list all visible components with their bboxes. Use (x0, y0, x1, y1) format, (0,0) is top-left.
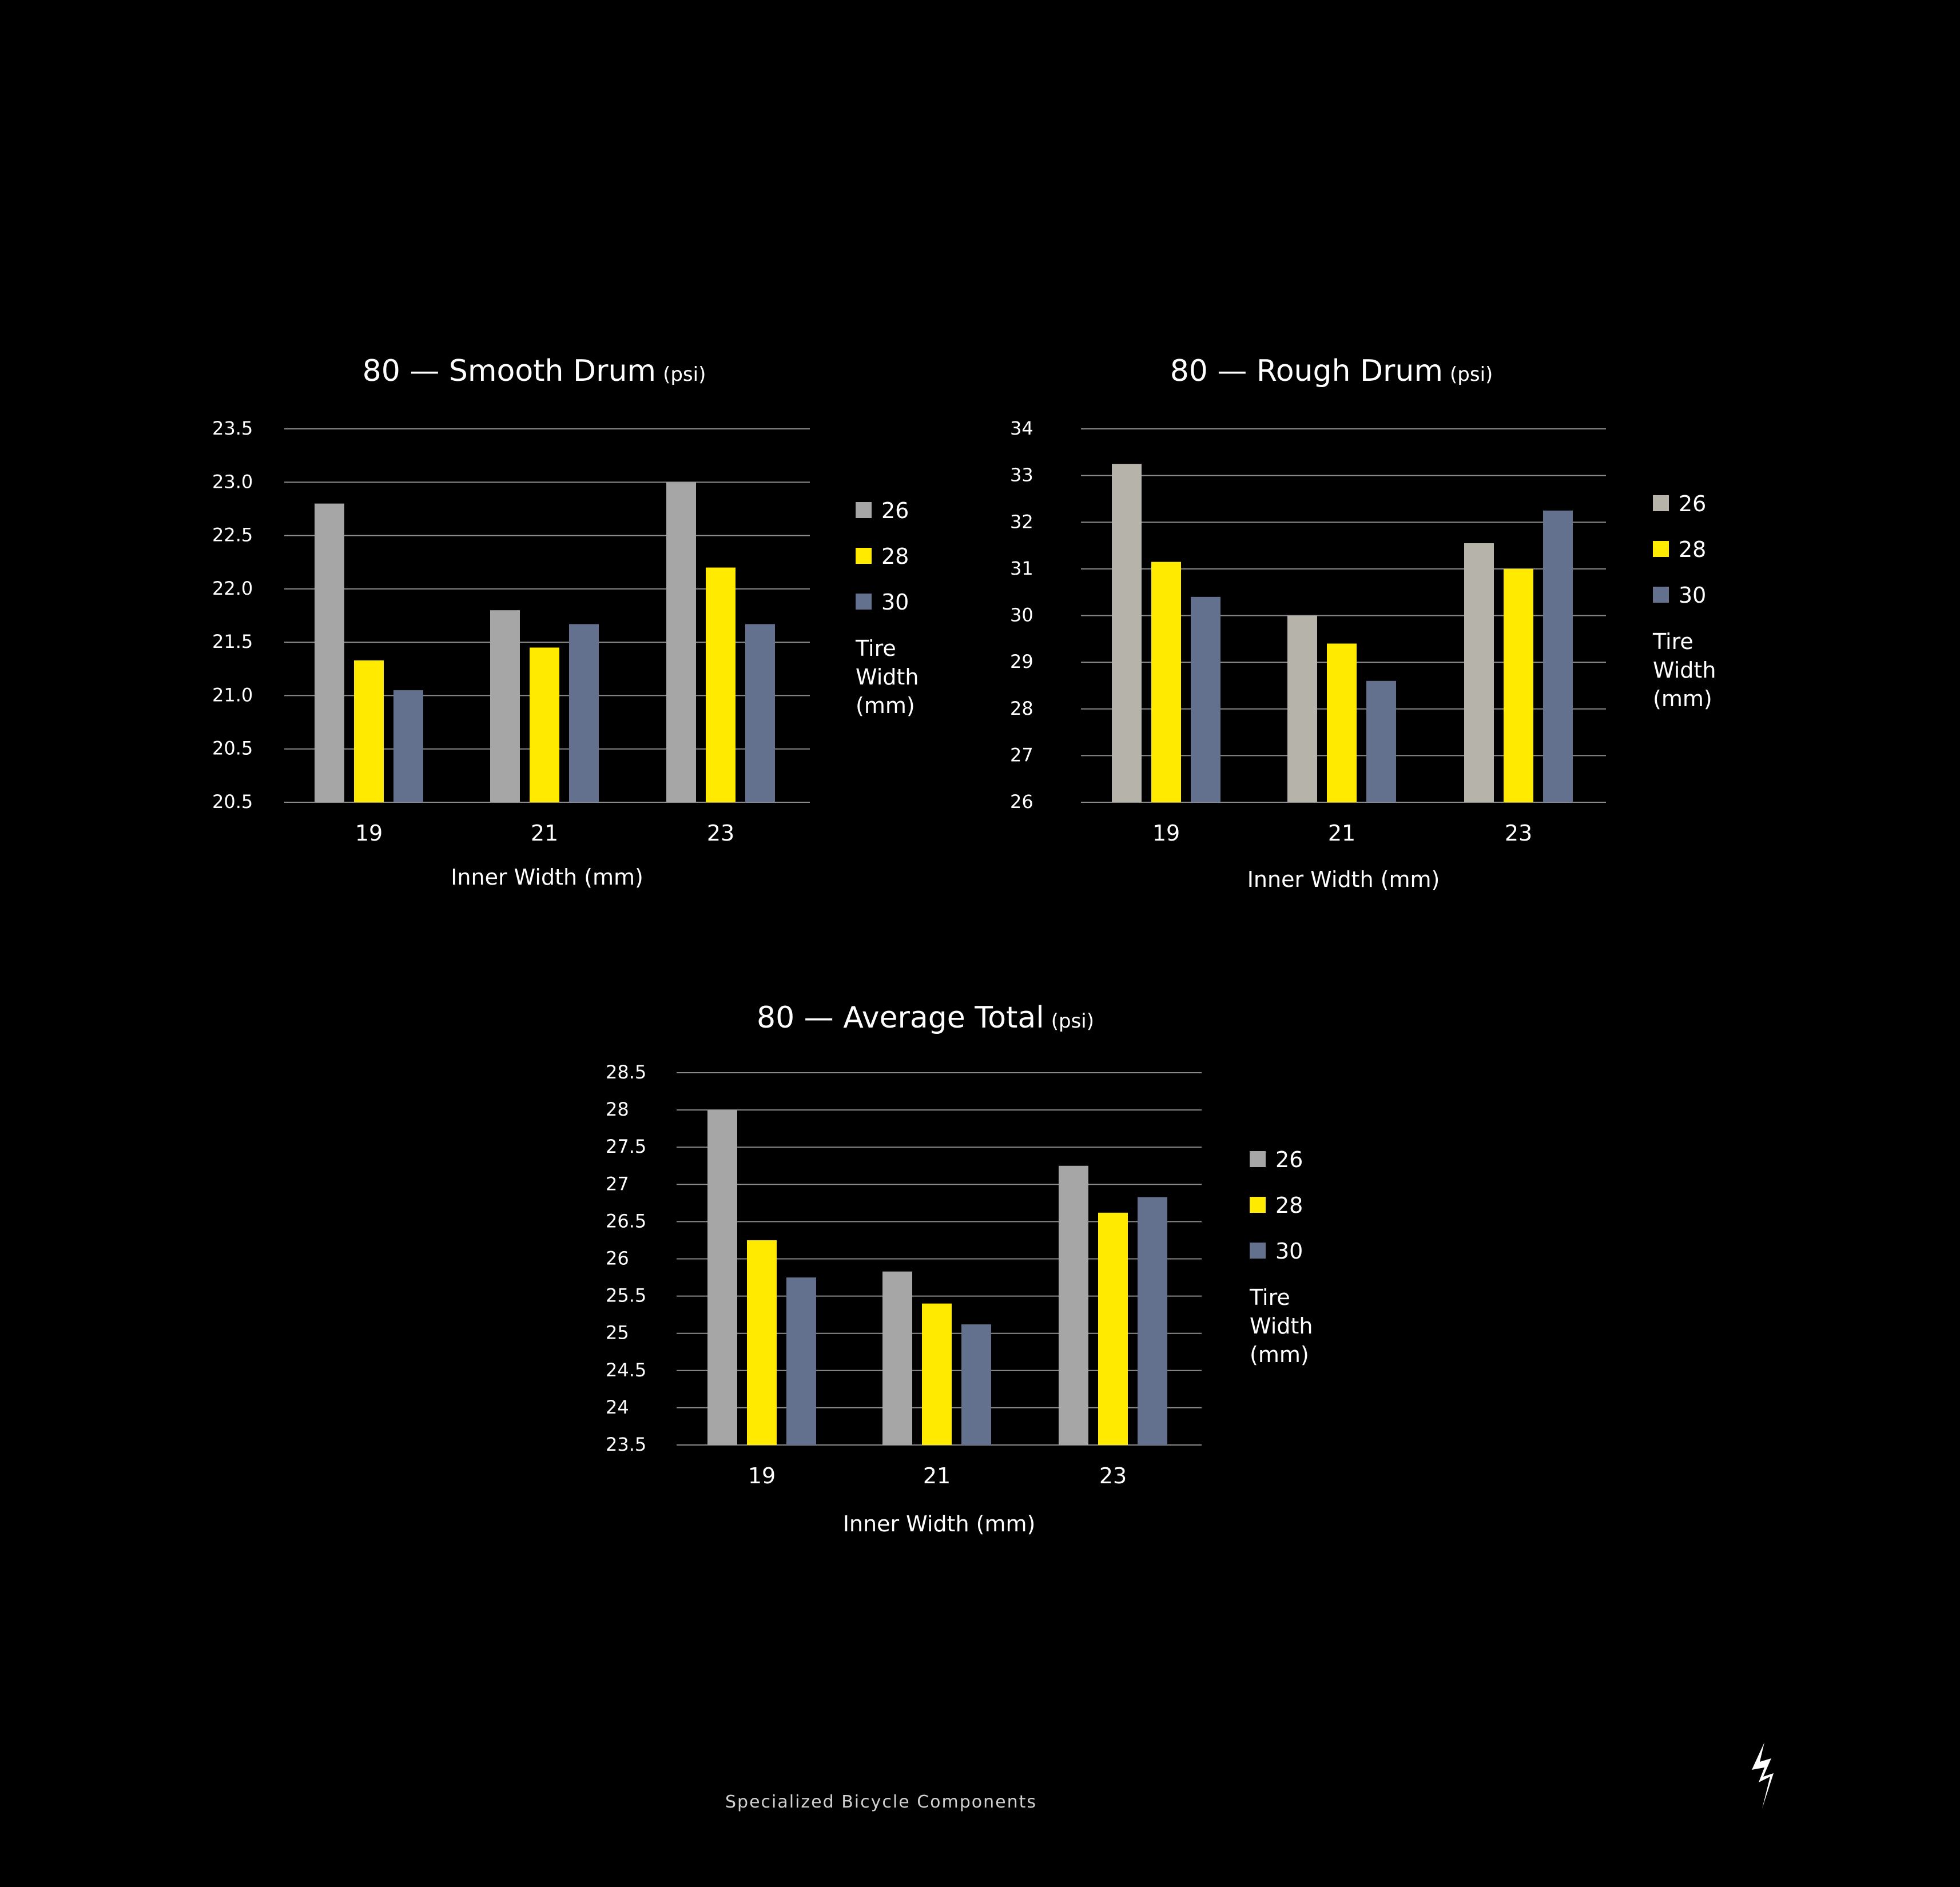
bar-30-19 (1191, 597, 1220, 802)
y-tick-label: 22.0 (212, 577, 253, 599)
x-tick-label: 19 (1152, 821, 1180, 846)
bar-30-23 (1543, 511, 1573, 802)
legend-label: 26 (1679, 491, 1707, 516)
chart-title-main: 80 — Rough Drum (1170, 354, 1444, 388)
bar-26-23 (666, 482, 696, 802)
legend-label: 28 (1679, 537, 1707, 562)
chart-title-unit: (psi) (1051, 1010, 1095, 1033)
y-tick-label: 23.5 (212, 417, 253, 439)
legend-label: 30 (881, 590, 909, 615)
legend-title-line: (mm) (1653, 686, 1712, 711)
legend-title-line: Width (1250, 1313, 1313, 1339)
bar-28-23 (1098, 1213, 1128, 1445)
y-tick-label: 22.5 (212, 524, 253, 546)
y-tick-label: 24.5 (606, 1359, 647, 1381)
legend (1249, 1147, 1313, 1367)
bar-26-21 (1287, 616, 1317, 803)
legend-swatch-26 (1653, 495, 1669, 511)
bar-28-19 (354, 660, 384, 802)
bar-28-19 (747, 1240, 777, 1445)
x-axis-label: Inner Width (mm) (842, 1511, 1036, 1536)
bar-26-23 (1464, 543, 1494, 802)
x-tick-label: 23 (1099, 1463, 1127, 1488)
bar-30-21 (961, 1324, 991, 1445)
x-tick-label: 23 (706, 821, 735, 846)
x-tick-label: 21 (530, 821, 559, 846)
y-tick-label: 25 (606, 1321, 629, 1344)
bar-30-19 (786, 1277, 816, 1445)
y-tick-label: 25.5 (606, 1284, 647, 1307)
legend-swatch-26 (1250, 1151, 1266, 1167)
y-tick-label: 27.5 (606, 1136, 647, 1158)
x-axis-label: Inner Width (mm) (1247, 867, 1440, 892)
legend-label: 30 (1275, 1239, 1303, 1264)
bar-28-21 (922, 1304, 952, 1445)
x-tick-label: 19 (355, 821, 383, 846)
bar-30-21 (1366, 681, 1396, 802)
bar-28-23 (1504, 569, 1533, 802)
x-tick-label: 21 (923, 1463, 951, 1488)
y-tick-label: 21.0 (212, 684, 253, 706)
legend-swatch-28 (1250, 1197, 1266, 1213)
specialized-s-logo-icon (1747, 1741, 1782, 1810)
x-tick-label: 19 (748, 1463, 776, 1488)
footer-text: Specialized Bicycle Components (725, 1792, 1037, 1812)
chart-3 (606, 1001, 1313, 1536)
bar-26-21 (490, 610, 520, 802)
bar-30-23 (745, 624, 775, 802)
legend-swatch-26 (856, 502, 872, 518)
legend (1652, 491, 1716, 711)
legend (855, 498, 919, 718)
legend-swatch-28 (856, 548, 872, 564)
bar-26-19 (707, 1110, 737, 1445)
legend-title-line: Width (856, 664, 919, 690)
legend-title-line: Tire (1653, 629, 1693, 654)
legend-swatch-30 (1250, 1243, 1266, 1259)
legend-label: 28 (881, 544, 909, 569)
bar-28-21 (1327, 643, 1357, 802)
x-tick-label: 23 (1504, 821, 1533, 846)
y-tick-label: 26 (1010, 791, 1033, 813)
chart-title (363, 354, 706, 388)
y-tick-label: 24 (606, 1396, 629, 1418)
legend-label: 26 (1275, 1147, 1303, 1172)
x-tick-label: 21 (1327, 821, 1356, 846)
y-tick-label: 31 (1010, 557, 1033, 579)
chart-title-main: 80 — Smooth Drum (362, 354, 657, 388)
y-tick-label: 28 (1010, 697, 1033, 719)
y-tick-label: 23.0 (212, 471, 253, 493)
chart-title-main: 80 — Average Total (756, 1001, 1044, 1035)
chart-title (1170, 354, 1493, 388)
y-tick-label: 28 (606, 1098, 629, 1121)
y-tick-label: 28.5 (606, 1061, 647, 1083)
legend-title-line: Width (1653, 658, 1716, 683)
legend-swatch-30 (856, 594, 872, 610)
legend-title-line: Tire (856, 636, 896, 661)
legend-title-line: Tire (1250, 1285, 1290, 1310)
y-tick-label: 20.5 (212, 737, 253, 759)
legend-label: 28 (1275, 1193, 1303, 1218)
y-tick-label: 23.5 (606, 1434, 647, 1455)
chart-title-unit: (psi) (663, 363, 706, 386)
y-tick-label: 21.5 (212, 631, 253, 653)
bar-30-19 (393, 690, 423, 802)
chart-2 (1010, 354, 1716, 892)
bar-28-23 (706, 568, 736, 802)
bar-26-23 (1059, 1166, 1088, 1445)
bar-26-21 (882, 1272, 912, 1445)
legend-swatch-28 (1653, 541, 1669, 557)
bar-30-23 (1138, 1197, 1167, 1445)
legend-label: 26 (881, 498, 909, 523)
bar-26-19 (315, 504, 344, 802)
legend-label: 30 (1679, 583, 1707, 608)
bar-28-21 (530, 647, 559, 802)
chart-1 (212, 354, 919, 890)
x-axis-label: Inner Width (mm) (451, 865, 643, 890)
y-tick-label: 26.5 (606, 1210, 647, 1232)
y-tick-label: 33 (1010, 464, 1033, 486)
y-tick-label: 29 (1010, 651, 1033, 673)
legend-swatch-30 (1653, 587, 1669, 603)
y-tick-label: 30 (1010, 604, 1033, 626)
y-tick-label: 26 (606, 1247, 629, 1269)
y-tick-label: 27 (606, 1173, 629, 1195)
chart-title (757, 1001, 1094, 1035)
y-tick-label: 32 (1010, 511, 1033, 533)
legend-title-line: (mm) (856, 693, 915, 718)
bar-26-19 (1112, 464, 1142, 802)
y-tick-label: 34 (1010, 417, 1033, 439)
chart-title-unit: (psi) (1450, 363, 1493, 386)
bar-28-19 (1151, 562, 1181, 802)
y-tick-label: 20.5 (212, 791, 253, 813)
legend-title-line: (mm) (1250, 1342, 1309, 1367)
bar-30-21 (569, 624, 599, 802)
y-tick-label: 27 (1010, 744, 1033, 766)
